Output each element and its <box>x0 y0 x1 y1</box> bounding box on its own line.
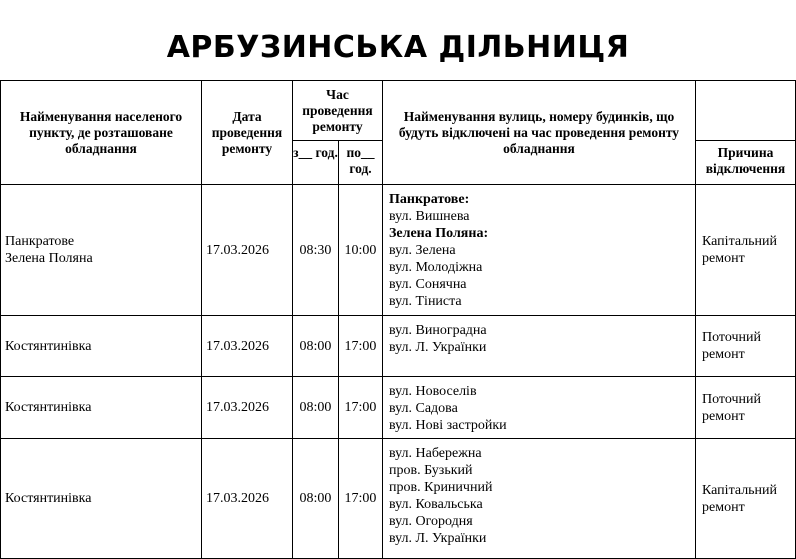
time-from-cell: 08:00 <box>293 316 339 377</box>
streets-cell <box>383 316 696 377</box>
street-name: вул. Зелена <box>389 243 456 258</box>
date-cell: 17.03.2026 <box>202 316 293 377</box>
street-name: вул. Набережна <box>389 446 482 461</box>
streets-cell <box>383 377 696 439</box>
time-to-cell: 17:00 <box>339 316 383 377</box>
header-place: Найменування населеного пункту, де розташоване обладнання <box>1 81 202 185</box>
place-name: Костянтинівка <box>5 400 92 415</box>
street-name: вул. Нові застройки <box>389 418 507 433</box>
street-name: вул. Огородня <box>389 514 473 529</box>
place-name: Костянтинівка <box>5 491 92 506</box>
streets-cell <box>383 185 696 316</box>
time-to-cell: 17:00 <box>339 377 383 439</box>
street-name: вул. Виноградна <box>389 323 487 338</box>
time-to-cell: 10:00 <box>339 185 383 316</box>
reason-text: Поточний <box>702 330 762 345</box>
reason-cell <box>696 439 796 559</box>
reason-text: ремонт <box>702 499 745 515</box>
streets-cell <box>383 439 696 559</box>
date-cell: 17.03.2026 <box>202 377 293 439</box>
place-name: Зелена Поляна <box>5 251 93 266</box>
street-name: Зелена Поляна: <box>389 226 489 241</box>
street-name: вул. Новоселів <box>389 384 477 399</box>
table-row <box>1 439 796 559</box>
header-from: з__ год. <box>293 141 339 185</box>
reason-text: ремонт <box>702 251 745 266</box>
reason-text: Капітальний <box>702 234 778 249</box>
outage-schedule-table <box>0 80 796 559</box>
street-name: вул. Сонячна <box>389 277 467 292</box>
street-name: Панкратове: <box>389 192 470 207</box>
date-cell: 17.03.2026 <box>202 185 293 316</box>
header-time: Час проведення ремонту <box>293 81 383 141</box>
street-name: вул. Вишнева <box>389 209 470 224</box>
reason-cell <box>696 185 796 316</box>
header-streets: Найменування вулиць, номеру будинків, що будуть відключені на час проведення ремонту обладнання <box>383 81 696 185</box>
table-row <box>1 185 796 316</box>
reason-text: Капітальний <box>702 482 778 498</box>
place-cell <box>1 439 202 559</box>
time-from-cell: 08:00 <box>293 377 339 439</box>
header-reason: Причина відключення <box>696 141 796 185</box>
street-name: пров. Криничний <box>389 480 493 495</box>
street-name: вул. Тіниста <box>389 294 462 309</box>
reason-text: Поточний <box>702 391 762 407</box>
reason-text: ремонт <box>702 408 745 424</box>
time-to-cell: 17:00 <box>339 439 383 559</box>
street-name: вул. Молодіжна <box>389 260 483 275</box>
place-name: Панкратове <box>5 234 75 249</box>
street-name: пров. Бузький <box>389 463 473 478</box>
table-row <box>1 377 796 439</box>
reason-text: ремонт <box>702 347 745 362</box>
date-cell: 17.03.2026 <box>202 439 293 559</box>
reason-cell <box>696 316 796 377</box>
street-name: вул. Ковальська <box>389 497 483 512</box>
street-name: вул. Л. Українки <box>389 531 487 546</box>
header-date: Дата проведення ремонту <box>202 81 293 185</box>
table-row <box>1 316 796 377</box>
header-blank <box>696 81 796 141</box>
place-cell <box>1 377 202 439</box>
time-from-cell: 08:00 <box>293 439 339 559</box>
place-cell <box>1 185 202 316</box>
street-name: вул. Садова <box>389 401 458 416</box>
place-cell <box>1 316 202 377</box>
page-title: АРБУЗИНСЬКА ДІЛЬНИЦЯ <box>166 30 630 65</box>
reason-cell <box>696 377 796 439</box>
street-name: вул. Л. Українки <box>389 340 487 355</box>
place-name: Костянтинівка <box>5 338 92 354</box>
time-from-cell: 08:30 <box>293 185 339 316</box>
header-to: по__ год. <box>339 141 383 185</box>
